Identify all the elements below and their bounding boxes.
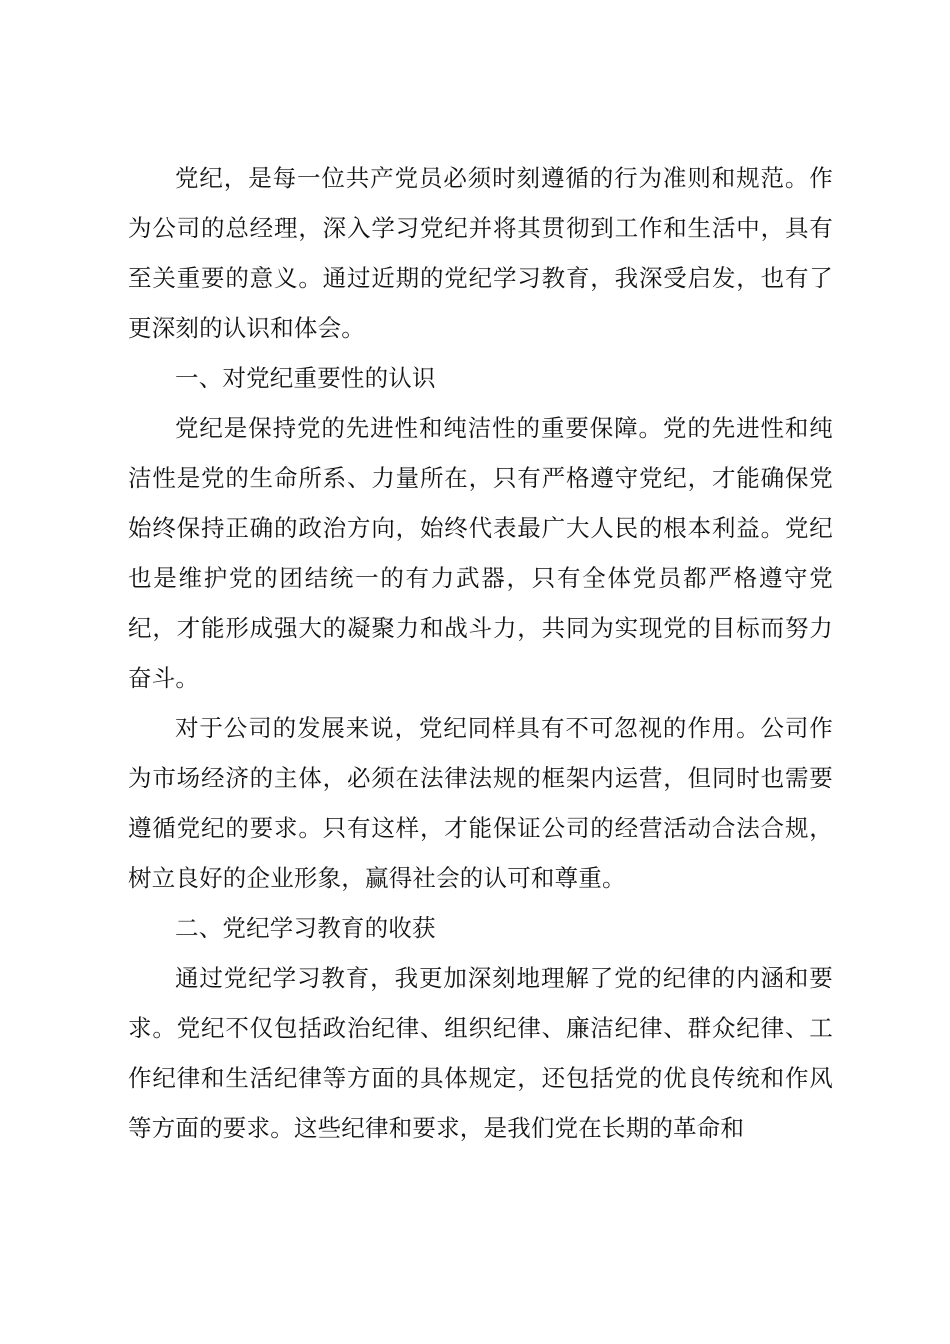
- section-heading-2: 二、党纪学习教育的收获: [175, 914, 436, 942]
- document-body: [128, 153, 833, 1153]
- paragraph-gains-1: 通过党纪学习教育，我更加深刻地理解了党的纪律的内涵和要求。党纪不仅包括政治纪律、组织纪律、廉洁纪律、群众纪律、工作纪律和生活纪律等方面的具体规定，还包括党的优良传统和作风等方面的要求。这些纪律和要求，是我们党在长期的革命和: [128, 964, 833, 1142]
- paragraph-intro: 党纪，是每一位共产党员必须时刻遵循的行为准则和规范。作为公司的总经理，深入学习党纪并将其贯彻到工作和生活中，具有至关重要的意义。通过近期的党纪学习教育，我深受启发，也有了更深刻的认识和体会。: [128, 164, 833, 342]
- section-heading-1: 一、对党纪重要性的认识: [175, 364, 436, 392]
- paragraph-importance-2: 对于公司的发展来说，党纪同样具有不可忽视的作用。公司作为市场经济的主体，必须在法律法规的框架内运营，但同时也需要遵循党纪的要求。只有这样，才能保证公司的经营活动合法合规，树立良好的企业形象，赢得社会的认可和尊重。: [128, 714, 833, 892]
- paragraph-importance-1: 党纪是保持党的先进性和纯洁性的重要保障。党的先进性和纯洁性是党的生命所系、力量所在，只有严格遵守党纪，才能确保党始终保持正确的政治方向，始终代表最广大人民的根本利益。党纪也是维护党的团结统一的有力武器，只有全体党员都严格遵守党纪，才能形成强大的凝聚力和战斗力，共同为实现党的目标而努力奋斗。: [128, 414, 833, 692]
